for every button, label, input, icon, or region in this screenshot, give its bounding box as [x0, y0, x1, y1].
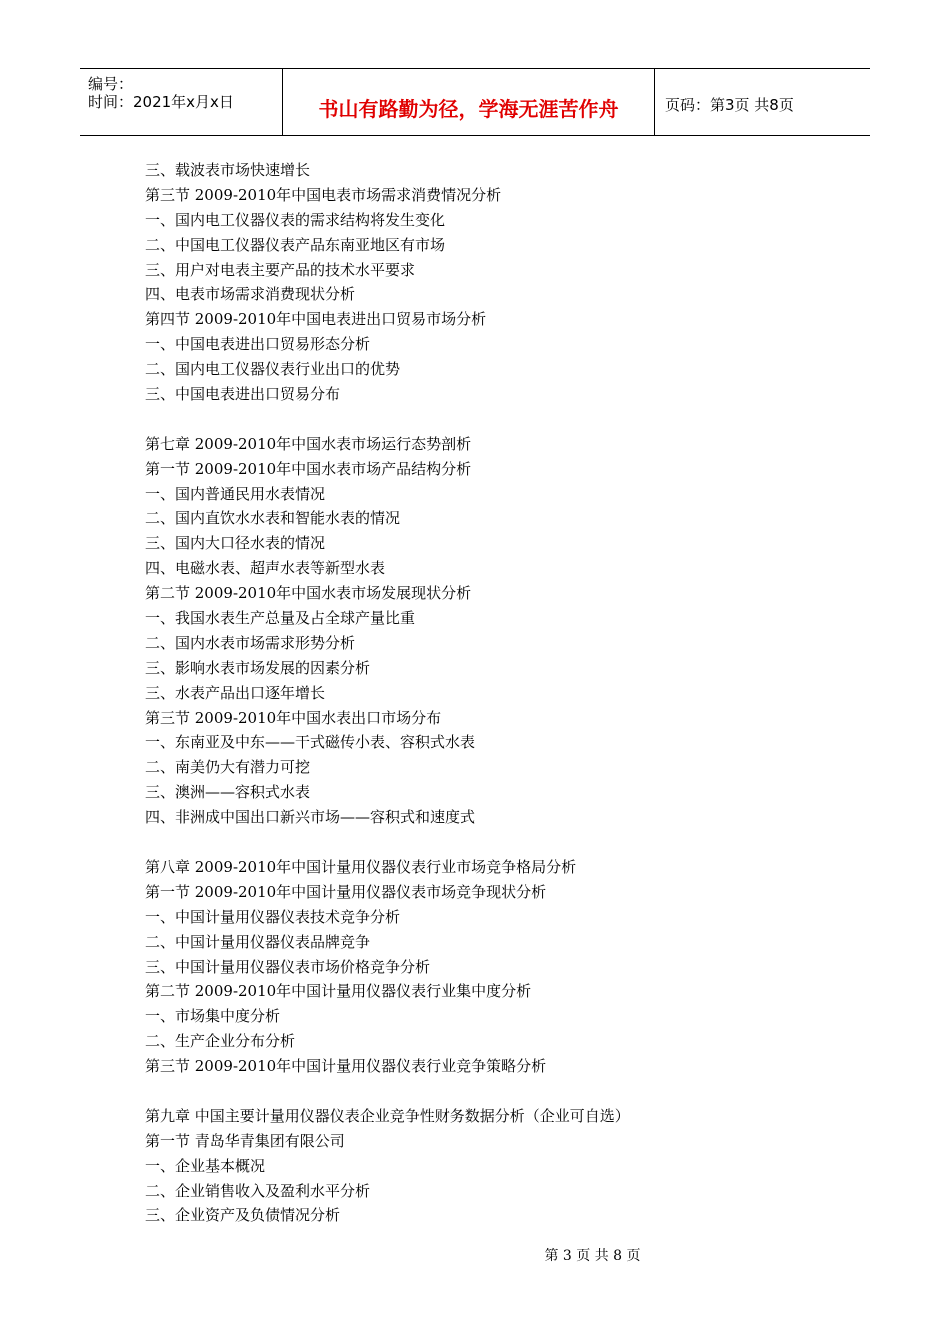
toc-line: 三、中国计量用仪器仪表市场价格竞争分析 [145, 957, 431, 976]
toc-line: 二、中国计量用仪器仪表品牌竞争 [145, 932, 371, 951]
toc-line: 四、非洲成中国出口新兴市场——容积式和速度式 [145, 808, 476, 827]
document-body [145, 158, 845, 1228]
toc-line: 第一节 2009-2010年中国水表市场产品结构分析 [145, 459, 472, 478]
toc-line: 二、生产企业分布分析 [145, 1032, 296, 1051]
toc-line: 一、国内普通民用水表情况 [145, 484, 326, 503]
toc-line: 第一节 青岛华青集团有限公司 [145, 1131, 345, 1150]
toc-line: 第八章 2009-2010年中国计量用仪器仪表行业市场竞争格局分析 [145, 857, 577, 876]
toc-line: 第七章 2009-2010年中国水表市场运行态势剖析 [145, 434, 472, 453]
blank-line [145, 830, 845, 855]
toc-line: 二、国内水表市场需求形势分析 [145, 633, 356, 652]
header-middle-cell [283, 69, 655, 135]
toc-line: 第三节 2009-2010年中国电表市场需求消费情况分析 [145, 185, 502, 204]
toc-line: 第二节 2009-2010年中国水表市场发展现状分析 [145, 584, 472, 603]
blank-line [145, 1079, 845, 1104]
toc-line: 第三节 2009-2010年中国水表出口市场分布 [145, 708, 442, 727]
toc-line: 第一节 2009-2010年中国计量用仪器仪表市场竞争现状分析 [145, 882, 547, 901]
toc-line: 一、东南亚及中东——干式磁传小表、容积式水表 [145, 733, 476, 752]
toc-line: 一、市场集中度分析 [145, 1007, 281, 1026]
document-number-label: 编号： [88, 75, 134, 93]
toc-line: 三、水表产品出口逐年增长 [145, 683, 326, 702]
footer-page-number: 第 3 页 共 8 页 [544, 1248, 641, 1264]
toc-line: 二、南美仍大有潜力可挖 [145, 758, 311, 777]
header-left-cell [80, 69, 283, 135]
toc-line: 三、用户对电表主要产品的技术水平要求 [145, 260, 416, 279]
toc-line: 三、载波表市场快速增长 [145, 161, 311, 179]
toc-line: 一、国内电工仪器仪表的需求结构将发生变化 [145, 210, 446, 229]
document-time-label: 时间：2021年x月x日 [88, 93, 234, 111]
toc-line: 二、中国电工仪器仪表产品东南亚地区有市场 [145, 235, 446, 254]
toc-line: 三、影响水表市场发展的因素分析 [145, 658, 371, 677]
page-footer [0, 1245, 950, 1265]
toc-line: 四、电表市场需求消费现状分析 [145, 285, 356, 304]
toc-line: 三、企业资产及负债情况分析 [145, 1206, 341, 1225]
toc-line: 第三节 2009-2010年中国计量用仪器仪表行业竞争策略分析 [145, 1057, 547, 1076]
toc-line: 一、企业基本概况 [145, 1156, 266, 1175]
toc-line: 二、企业销售收入及盈利水平分析 [145, 1181, 371, 1200]
toc-line: 三、澳洲——容积式水表 [145, 783, 311, 802]
blank-line [145, 407, 845, 432]
toc-line: 第九章 中国主要计量用仪器仪表企业竞争性财务数据分析（企业可自选） [145, 1106, 630, 1125]
toc-line: 三、中国电表进出口贸易分布 [145, 385, 341, 404]
toc-line: 二、国内电工仪器仪表行业出口的优势 [145, 360, 401, 379]
toc-line: 一、中国计量用仪器仪表技术竞争分析 [145, 907, 401, 926]
header-motto: 书山有路勤为径，学海无涯苦作舟 [318, 97, 619, 121]
toc-line: 第二节 2009-2010年中国计量用仪器仪表行业集中度分析 [145, 982, 532, 1001]
toc-line: 四、电磁水表、超声水表等新型水表 [145, 559, 386, 578]
header-page-indicator: 页码：第3页 共8页 [665, 96, 794, 114]
toc-line: 第四节 2009-2010年中国电表进出口贸易市场分析 [145, 310, 487, 329]
toc-line: 三、国内大口径水表的情况 [145, 534, 326, 553]
toc-line: 二、国内直饮水水表和智能水表的情况 [145, 509, 401, 528]
header-right-cell [655, 69, 870, 135]
toc-line: 一、我国水表生产总量及占全球产量比重 [145, 609, 416, 628]
page-header [80, 68, 870, 136]
toc-line: 一、中国电表进出口贸易形态分析 [145, 335, 371, 354]
